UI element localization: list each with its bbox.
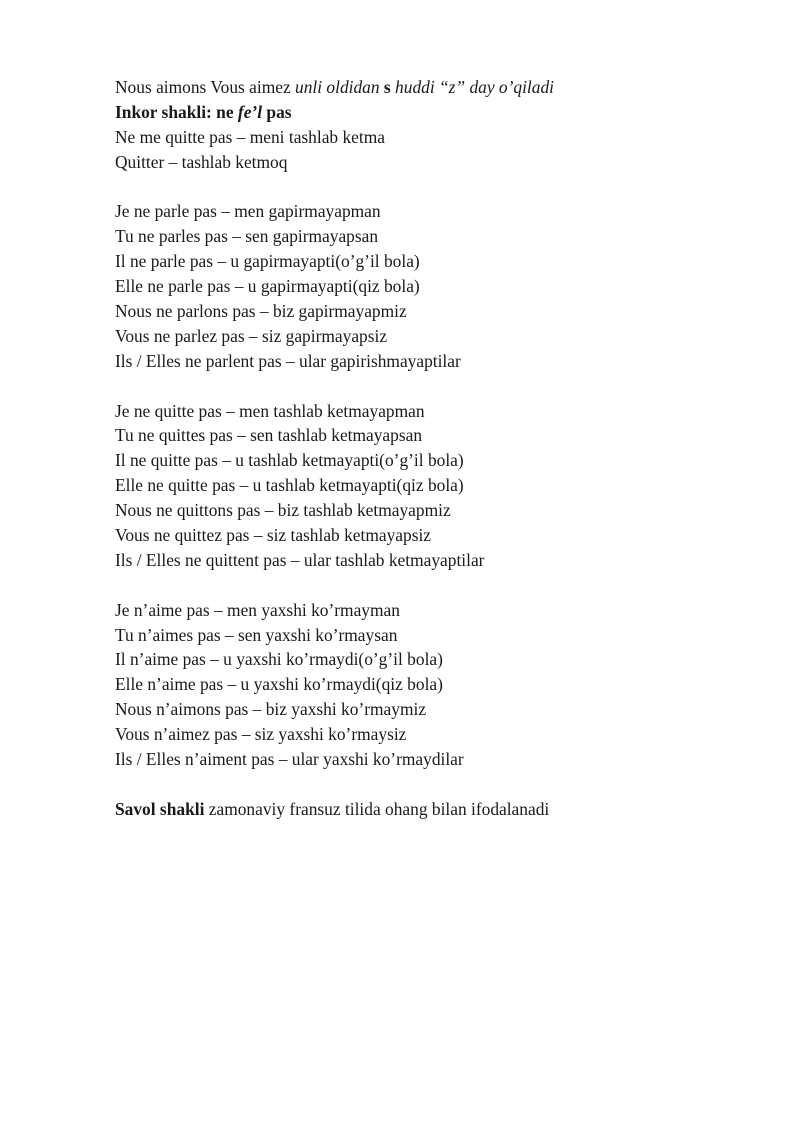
parler-conjugation-line: Il ne parle pas – u gapirmayapti(o’g’il bola) — [115, 251, 420, 272]
parler-conjugation-line: Ils / Elles ne parlent pas – ular gapirishmayaptilar — [115, 350, 461, 371]
question-form-text: zamonaviy fransuz tilida ohang bilan ifodalanadi — [204, 798, 550, 819]
example-line: Ne me quitte pas – meni tashlab ketma — [115, 126, 385, 147]
quitter-conjugation-line: Nous ne quittons pas – biz tashlab ketmayapmiz — [115, 500, 451, 521]
quitter-conjugation-line: Tu ne quittes pas – sen tashlab ketmayapsan — [115, 425, 423, 446]
quitter-conjugation-line: Je ne quitte pas – men tashlab ketmayapman — [115, 400, 425, 421]
spacer — [115, 772, 755, 797]
intro-text: Nous aimons Vous aimez — [115, 77, 296, 97]
parler-conjugation-line: Elle ne parle pas – u gapirmayapti(qiz bola) — [115, 276, 420, 297]
aimer-conjugation-line: Vous n’aimez pas – siz yaxshi ko’rmaysiz — [115, 724, 407, 745]
negation-heading-verb: fe’l — [237, 101, 263, 122]
question-form-label: Savol shakli — [115, 798, 205, 819]
aimer-conjugation-line: Il n’aime pas – u yaxshi ko’rmaydi(o’g’il bola) — [115, 649, 443, 670]
document-body — [115, 75, 755, 822]
quitter-conjugation-line: Elle ne quitte pas – u tashlab ketmayapti(qiz bola) — [115, 475, 464, 496]
aimer-conjugation-line: Je n’aime pas – men yaxshi ko’rmayman — [115, 599, 400, 620]
spacer — [115, 573, 755, 598]
parler-conjugation-line: Nous ne parlons pas – biz gapirmayapmiz — [115, 301, 407, 322]
negation-heading — [115, 100, 755, 125]
spacer — [115, 175, 755, 200]
intro-italic-2: huddi “z” day o’qiladi — [395, 77, 554, 97]
question-form-line — [115, 797, 755, 822]
aimer-conjugation-line: Ils / Elles n’aiment pas – ular yaxshi ko’rmaydilar — [115, 749, 464, 770]
parler-conjugation-line: Vous ne parlez pas – siz gapirmayapsiz — [115, 325, 388, 346]
example-line: Quitter – tashlab ketmoq — [115, 151, 288, 172]
quitter-conjugation-line: Vous ne quittez pas – siz tashlab ketmayapsiz — [115, 525, 432, 546]
intro-bold-s: s — [379, 77, 396, 97]
aimer-conjugation-line: Tu n’aimes pas – sen yaxshi ko’rmaysan — [115, 624, 398, 645]
aimer-conjugation-line: Elle n’aime pas – u yaxshi ko’rmaydi(qiz bola) — [115, 674, 443, 695]
intro-italic-1: unli oldidan — [295, 77, 380, 97]
quitter-conjugation-line: Ils / Elles ne quittent pas – ular tashlab ketmayaptilar — [115, 549, 485, 570]
parler-conjugation-line: Tu ne parles pas – sen gapirmayapsan — [115, 226, 379, 247]
intro-line — [115, 75, 755, 100]
aimer-conjugation-line: Nous n’aimons pas – biz yaxshi ko’rmaymiz — [115, 699, 427, 720]
negation-heading-text: Inkor shakli: ne — [115, 101, 238, 122]
negation-heading-pas: pas — [262, 101, 292, 122]
parler-conjugation-line: Je ne parle pas – men gapirmayapman — [115, 201, 381, 222]
spacer — [115, 374, 755, 399]
quitter-conjugation-line: Il ne quitte pas – u tashlab ketmayapti(o’g’il bola) — [115, 450, 464, 471]
